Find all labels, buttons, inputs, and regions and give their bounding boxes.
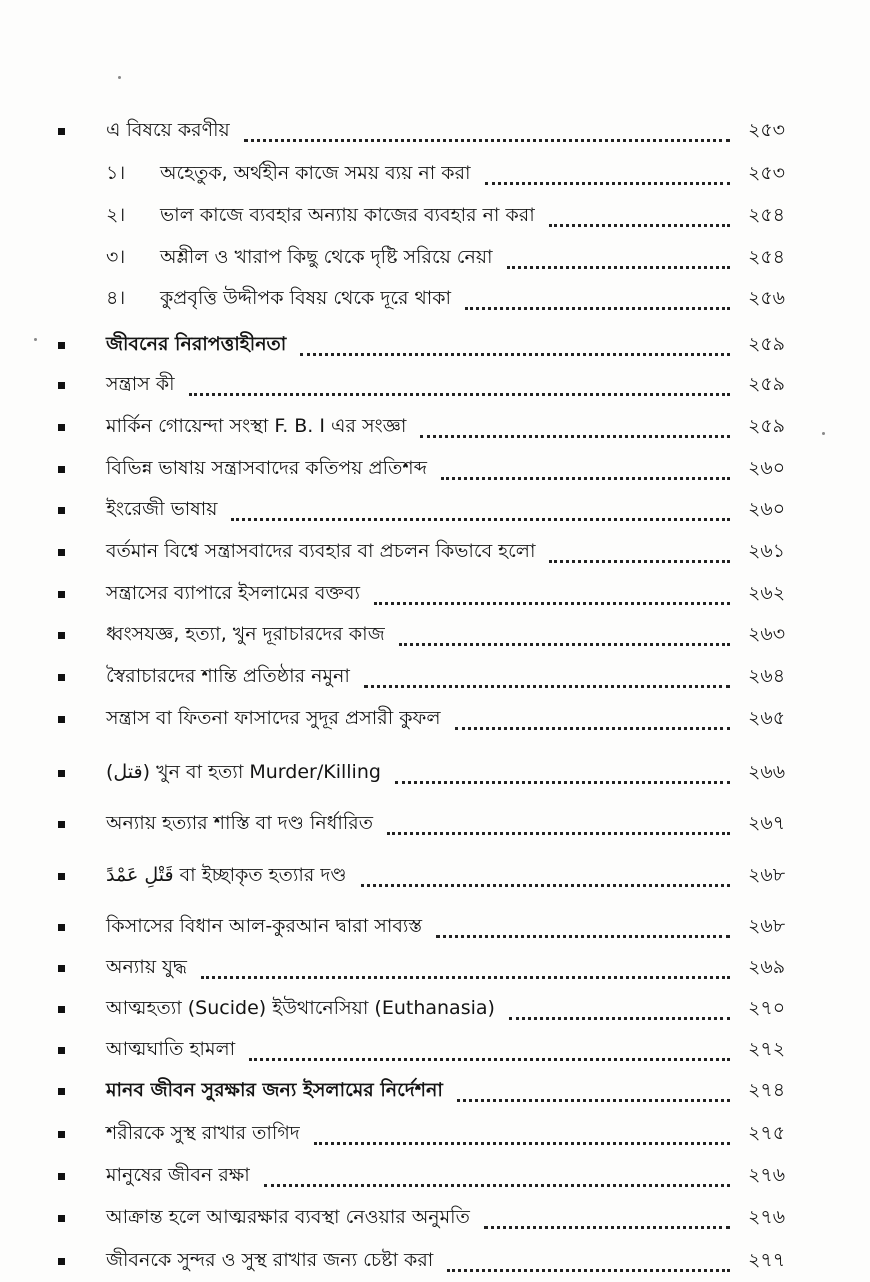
page-number: ২৬৭ (748, 812, 786, 834)
page-number: ২৬৬ (748, 761, 786, 783)
page-number: ২৭৬ (748, 1206, 786, 1228)
entry-title: এ বিষয়ে করণীয় (106, 119, 230, 141)
dot-leader (300, 353, 730, 356)
page-number: ২৬৫ (748, 707, 786, 729)
entry-title: বর্তমান বিশ্বে সন্ত্রাসবাদের ব্যবহার বা প্রচলন কিভাবে হলো (106, 540, 536, 562)
toc-entry (0, 280, 870, 320)
entry-title: ধ্বংসযজ্ঞ, হত্যা, খুন দূরাচারদের কাজ (106, 623, 385, 645)
dot-leader (441, 477, 730, 480)
toc-entry (0, 366, 870, 406)
toc-entry (0, 326, 870, 366)
page-number: ২৬৮ (748, 864, 786, 886)
dot-leader (455, 727, 730, 730)
dot-leader (465, 307, 730, 310)
bullet-marker (58, 1258, 65, 1265)
paper-speck (118, 76, 121, 79)
dot-leader (231, 518, 730, 521)
entry-title: অশ্লীল ও খারাপ কিছু থেকে দৃষ্টি সরিয়ে নেয়া (160, 246, 493, 268)
toc-entry (0, 857, 870, 897)
entry-title: শরীরকে সুস্থ রাখার তাগিদ (106, 1122, 300, 1144)
bullet-marker (58, 382, 65, 389)
dot-leader (485, 182, 730, 185)
dot-leader (387, 832, 730, 835)
dot-leader (364, 685, 730, 688)
bullet-marker (58, 1006, 65, 1013)
page-number: ২৬৯ (748, 956, 786, 978)
paper-speck (822, 432, 825, 435)
entry-title: স্বৈরাচারদের শান্তি প্রতিষ্ঠার নমুনা (106, 665, 350, 687)
bullet-marker (58, 873, 65, 880)
toc-entry (0, 239, 870, 279)
entry-title: অন্যায় যুদ্ধ (106, 956, 187, 978)
toc-entry (0, 112, 870, 152)
page-number: ২৬৮ (748, 915, 786, 937)
entry-title: (قتل) খুন বা হত্যা Murder/Killing (106, 761, 381, 783)
dot-leader (314, 1142, 730, 1145)
toc-entry (0, 575, 870, 615)
toc-entry (0, 949, 870, 989)
toc-entry (0, 197, 870, 237)
entry-title: ভাল কাজে ব্যবহার অন্যায় কাজের ব্যবহার না করা (160, 204, 535, 226)
dot-leader (244, 139, 730, 142)
dot-leader (447, 1269, 730, 1272)
page-number: ২৫৩ (748, 119, 786, 141)
toc-entry (0, 754, 870, 794)
dot-leader (361, 884, 730, 887)
entry-title: মানুষের জীবন রক্ষা (106, 1164, 250, 1186)
page-number: ২৬০ (748, 498, 786, 520)
bullet-marker (58, 1088, 65, 1095)
toc-entry (0, 990, 870, 1030)
dot-leader (249, 1058, 730, 1061)
entry-title: কিসাসের বিধান আল-কুরআন দ্বারা সাব্যস্ত (106, 915, 423, 937)
dot-leader (457, 1099, 730, 1102)
bullet-marker (58, 591, 65, 598)
entry-title: সন্ত্রাস বা ফিতনা ফাসাদের সুদূর প্রসারী কুফল (106, 707, 441, 729)
page-number: ২৫৩ (748, 162, 786, 184)
entry-title: ইংরেজী ভাষায় (106, 498, 218, 520)
page-number: ২৬৩ (748, 623, 786, 645)
toc-entry (0, 491, 870, 531)
page-number: ২৬২ (748, 582, 786, 604)
entry-number: ২। (106, 204, 126, 226)
bullet-marker (58, 1215, 65, 1222)
page-number: ২৫৯ (748, 333, 786, 355)
toc-entry (0, 408, 870, 448)
bullet-marker (58, 466, 65, 473)
dot-leader (549, 224, 730, 227)
entry-title: অহেতুক, অর্থহীন কাজে সময় ব্যয় না করা (160, 162, 471, 184)
bullet-marker (58, 1173, 65, 1180)
bullet-marker (58, 716, 65, 723)
dot-leader (201, 976, 730, 979)
toc-entry (0, 1072, 870, 1112)
toc-entry (0, 658, 870, 698)
entry-title: আত্মঘাতি হামলা (106, 1038, 236, 1060)
toc-entry (0, 155, 870, 195)
dot-leader (509, 1017, 730, 1020)
bullet-marker (58, 1131, 65, 1138)
toc-entry (0, 450, 870, 490)
dot-leader (399, 643, 730, 646)
bullet-marker (58, 128, 65, 135)
page-number: ২৭৭ (748, 1249, 786, 1271)
toc-entry (0, 616, 870, 656)
bullet-marker (58, 424, 65, 431)
toc-entry (0, 805, 870, 845)
entry-title: সন্ত্রাসের ব্যাপারে ইসলামের বক্তব্য (106, 582, 360, 604)
toc-entry (0, 700, 870, 740)
entry-title: আত্মহত্যা (Sucide) ইউথানেসিয়া (Euthanasia) (106, 997, 495, 1019)
toc-entry (0, 1199, 870, 1239)
dot-leader (374, 602, 730, 605)
bullet-marker (58, 342, 65, 349)
bullet-marker (58, 674, 65, 681)
toc-entry (0, 1115, 870, 1155)
entry-title: মানব জীবন সুরক্ষার জন্য ইসলামের নির্দেশনা (106, 1079, 443, 1101)
page-number: ২৭২ (748, 1038, 786, 1060)
page-number: ২৭০ (748, 997, 786, 1019)
bullet-marker (58, 632, 65, 639)
toc-entry (0, 1157, 870, 1197)
bullet-marker (58, 1047, 65, 1054)
page-number: ২৭৫ (748, 1122, 786, 1144)
page-number: ২৬৪ (748, 665, 786, 687)
toc-entry (0, 533, 870, 573)
dot-leader (484, 1226, 730, 1229)
entry-title: জীবনকে সুন্দর ও সুস্থ রাখার জন্য চেষ্টা করা (106, 1249, 434, 1271)
entry-title: সন্ত্রাস কী (106, 373, 175, 395)
entry-title: قَتْلِ عَمْدً বা ইচ্ছাকৃত হত্যার দণ্ড (106, 864, 347, 886)
entry-title: কুপ্রবৃত্তি উদ্দীপক বিষয় থেকে দূরে থাকা (160, 287, 452, 309)
page-number: ২৬১ (748, 540, 786, 562)
page-number: ২৬০ (748, 457, 786, 479)
page-number: ২৫৬ (748, 287, 786, 309)
dot-leader (264, 1184, 730, 1187)
page-number: ২৫৪ (748, 204, 786, 226)
entry-number: ৩। (106, 246, 126, 268)
page-number: ২৭৬ (748, 1164, 786, 1186)
entry-number: ১। (106, 162, 126, 184)
bullet-marker (58, 965, 65, 972)
dot-leader (395, 781, 730, 784)
page-number: ২৫৯ (748, 415, 786, 437)
bullet-marker (58, 770, 65, 777)
entry-title: আক্রান্ত হলে আত্মরক্ষার ব্যবস্থা নেওয়ার অনুমতি (106, 1206, 470, 1228)
dot-leader (436, 935, 730, 938)
entry-title: মার্কিন গোয়েন্দা সংস্থা F. B. I এর সংজ্ঞা (106, 415, 407, 437)
dot-leader (549, 560, 730, 563)
entry-number: ৪। (106, 287, 126, 309)
toc-entry (0, 1242, 870, 1282)
bullet-marker (58, 821, 65, 828)
entry-title: জীবনের নিরাপত্তাহীনতা (106, 333, 287, 355)
bullet-marker (58, 507, 65, 514)
page-number: ২৫৪ (748, 246, 786, 268)
page-number: ২৭৪ (748, 1079, 786, 1101)
dot-leader (189, 393, 730, 396)
entry-title: অন্যায় হত্যার শাস্তি বা দণ্ড নির্ধারিত (106, 812, 374, 834)
bullet-marker (58, 549, 65, 556)
toc-entry (0, 1031, 870, 1071)
page-number: ২৫৯ (748, 373, 786, 395)
entry-title: বিভিন্ন ভাষায় সন্ত্রাসবাদের কতিপয় প্রতিশব্দ (106, 457, 427, 479)
paper-speck (34, 338, 37, 341)
bullet-marker (58, 924, 65, 931)
dot-leader (420, 435, 730, 438)
toc-entry (0, 908, 870, 948)
dot-leader (507, 266, 730, 269)
